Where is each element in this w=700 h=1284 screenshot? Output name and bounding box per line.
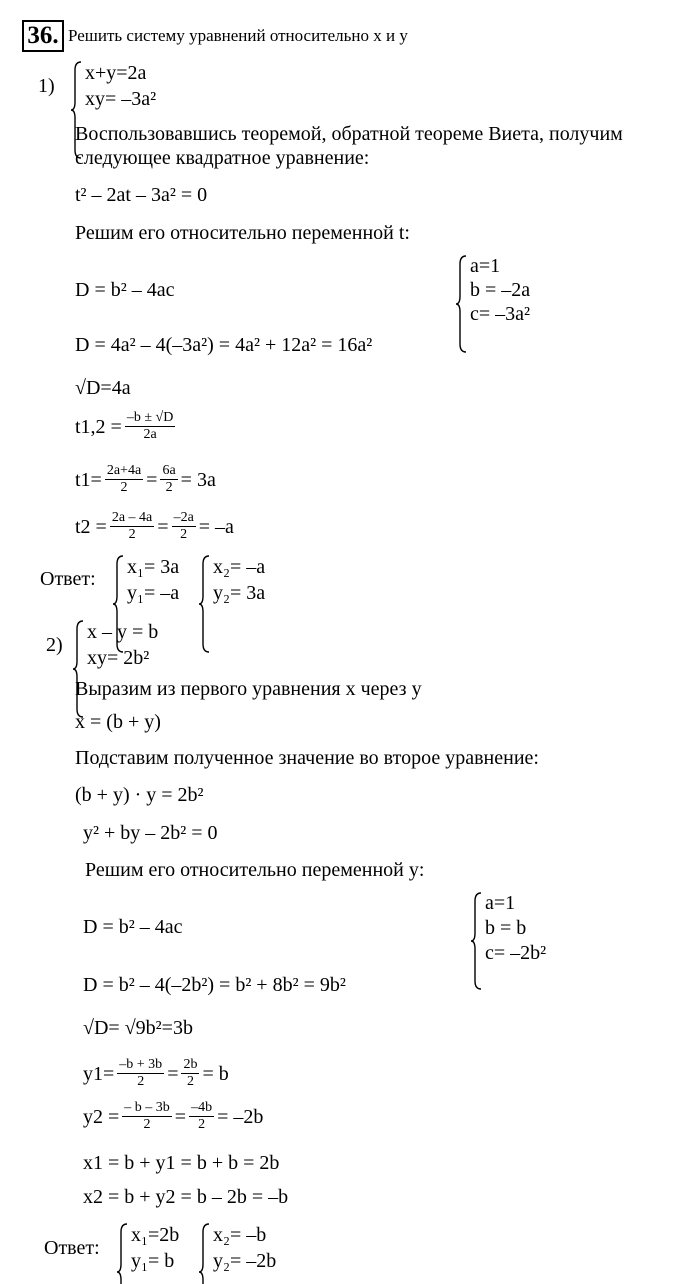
paragraph: Воспользовавшись теоремой, обратной теореме Виета, получим <box>75 123 623 145</box>
denominator: 2 <box>180 527 188 542</box>
part1-label: 1) <box>38 75 55 97</box>
denominator: 2a <box>143 427 157 442</box>
coefficient: c= –3a² <box>470 303 531 325</box>
numerator: –b ± √D <box>126 410 174 425</box>
numerator: – b – 3b <box>124 1100 170 1115</box>
root-y2 <box>83 1100 263 1133</box>
brace-icon <box>455 254 467 354</box>
numerator: –b + 3b <box>119 1057 163 1072</box>
discriminant-formula: D = b² – 4ac <box>83 916 183 938</box>
brace-shape <box>116 1222 128 1284</box>
root-x1: x1 = b + y1 = b + b = 2b <box>83 1152 280 1174</box>
numerator: –4b <box>191 1100 213 1115</box>
coefficient: b = b <box>485 917 527 939</box>
coefficients <box>470 891 546 991</box>
equation: xy= 2b² <box>87 647 150 669</box>
numerator: –2a <box>173 510 194 525</box>
coefficient: b = –2a <box>470 279 531 301</box>
roots-formula <box>75 410 178 443</box>
paragraph: Подставим полученное значение во второе уравнение: <box>75 747 539 769</box>
answer-label: Ответ: <box>40 568 96 590</box>
brace-icon <box>470 891 482 991</box>
equals: = <box>174 1105 187 1128</box>
lhs: t1,2 = <box>75 415 122 438</box>
sqrt-discriminant: √D= √9b²=3b <box>83 1017 193 1039</box>
fraction <box>122 1100 172 1133</box>
answer-system-1 <box>116 1222 179 1284</box>
brace-icon <box>72 619 84 719</box>
coefficient: a=1 <box>485 892 516 914</box>
equals: = <box>167 1062 179 1085</box>
brace-shape <box>72 619 84 719</box>
paragraph: следующее квадратное уравнение: <box>75 147 370 169</box>
brace-icon <box>116 1222 128 1284</box>
coefficient: c= –2b² <box>485 942 547 964</box>
paragraph: Решим его относительно переменной t: <box>75 222 410 244</box>
numerator: 2a+4a <box>106 463 142 478</box>
discriminant-value: D = b² – 4(–2b²) = b² + 8b² = 9b² <box>83 974 346 996</box>
equation: x+y=2a <box>85 62 147 84</box>
rhs: = 3a <box>180 468 216 491</box>
quadratic-equation: y² + by – 2b² = 0 <box>83 822 218 844</box>
equation: xy= –3a² <box>85 88 157 110</box>
answer-line: x₂= –b <box>213 1224 267 1246</box>
coefficients <box>455 254 530 354</box>
numerator: 2a – 4a <box>111 510 153 525</box>
root-t1 <box>75 463 216 496</box>
answer-line: y₁= –a <box>127 582 180 604</box>
root-x2: x2 = b + y2 = b – 2b = –b <box>83 1186 289 1208</box>
numerator: 6a <box>162 463 176 478</box>
expression: x = (b + y) <box>75 711 161 733</box>
part2-label: 2) <box>46 634 63 656</box>
rhs: = b <box>202 1062 229 1085</box>
root-y1 <box>83 1057 229 1090</box>
lhs: t2 = <box>75 515 107 538</box>
fraction <box>189 1100 214 1133</box>
answer-line: y₂= –2b <box>213 1250 277 1272</box>
lhs: y1= <box>83 1062 115 1085</box>
fraction <box>125 410 175 443</box>
answer-system-2 <box>198 554 265 654</box>
answer-line: y₁= b <box>131 1250 175 1272</box>
fraction <box>160 463 177 496</box>
quadratic-equation: t² – 2at – 3a² = 0 <box>75 184 208 206</box>
fraction <box>172 510 196 543</box>
denominator: 2 <box>137 1074 145 1089</box>
coefficient: a=1 <box>470 255 501 277</box>
answer-line: x₂= –a <box>213 556 266 578</box>
paragraph: Решим его относительно переменной y: <box>85 859 425 881</box>
fraction <box>181 1057 199 1090</box>
sqrt-discriminant: √D=4a <box>75 377 131 399</box>
brace-shape <box>470 891 482 991</box>
brace-shape <box>198 554 210 654</box>
brace-shape <box>455 254 467 354</box>
denominator: 2 <box>120 480 128 495</box>
brace-shape <box>198 1222 210 1284</box>
root-t2 <box>75 510 234 543</box>
lhs: y2 = <box>83 1105 120 1128</box>
rhs: = –a <box>198 515 234 538</box>
substitution: (b + y) · y = 2b² <box>75 784 204 806</box>
denominator: 2 <box>165 480 173 495</box>
equals: = <box>146 468 158 491</box>
lhs: t1= <box>75 468 102 491</box>
denominator: 2 <box>186 1074 194 1089</box>
rhs: = –2b <box>217 1105 264 1128</box>
part2-system <box>72 619 158 719</box>
denominator: 2 <box>198 1117 206 1132</box>
numerator: 2b <box>183 1057 198 1072</box>
brace-icon <box>198 554 210 654</box>
denominator: 2 <box>143 1117 151 1132</box>
answer-line: y₂= 3a <box>213 582 266 604</box>
problem-title: Решить систему уравнений относительно x и y <box>68 26 408 45</box>
equals: = <box>157 515 169 538</box>
equation: x – y = b <box>87 621 159 643</box>
answer-system-2 <box>198 1222 276 1284</box>
answer-label: Ответ: <box>44 1237 100 1259</box>
paragraph: Выразим из первого уравнения x через y <box>75 678 422 700</box>
brace-icon <box>198 1222 210 1284</box>
discriminant-value: D = 4a² – 4(–3a²) = 4a² + 12a² = 16a² <box>75 334 373 356</box>
fraction <box>117 1057 164 1090</box>
fraction <box>105 463 143 496</box>
answer-line: x₁= 3a <box>127 556 180 578</box>
problem-number: 36. <box>22 20 64 52</box>
answer-line: x₁=2b <box>131 1224 180 1246</box>
denominator: 2 <box>128 527 136 542</box>
discriminant-formula: D = b² – 4ac <box>75 279 175 301</box>
fraction <box>110 510 154 543</box>
